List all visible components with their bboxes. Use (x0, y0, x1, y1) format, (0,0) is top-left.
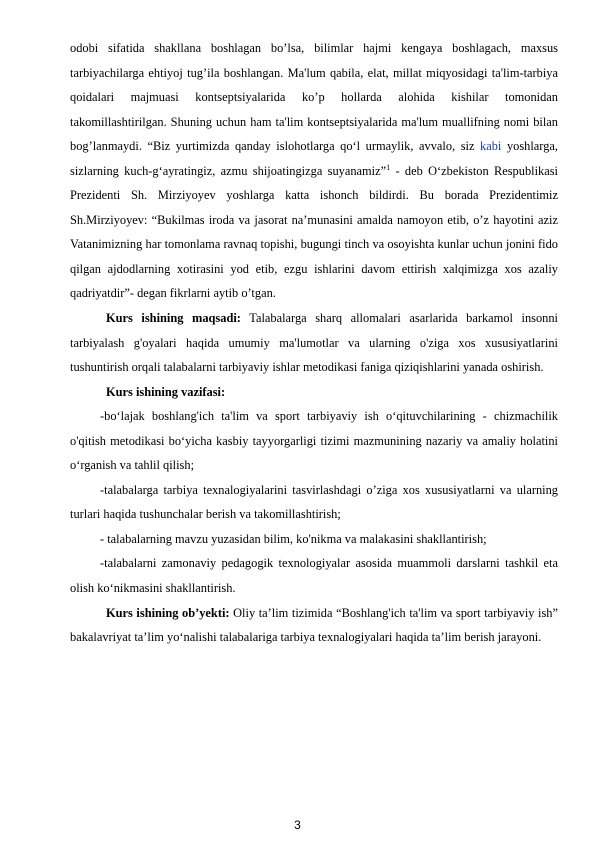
intro-text-b: yoshlarga, sizlarning kuch-g‘ayratingiz, azmu shijoatingizga suyanamiz” (70, 139, 558, 178)
task-item-3: - talabalarning mavzu yuzasidan bilim, ko'nikma va malakasini shakllantirish; (100, 531, 487, 546)
inline-link[interactable]: kabi (480, 139, 502, 154)
page-body (70, 36, 558, 650)
goal-text: Talabalarga sharq allomalari asarlarida barkamol insonni tarbiyalash g'oyalari haqida umumiy ma'lumotlar va ularning o'ziga xos xususiyatlarini tushuntirish orqali talabalarni tarbiyaviy ishlar metodikasi faniga qiziqishlarini yanada oshirish. (70, 311, 558, 375)
intro-text-a: odobi sifatida shakllana boshlagan bo’lsa, bilimlar hajmi kengaya boshlagach, maxsus tarbiyachilarga ehtiyoj tug’ila boshlangan. Ma'lum qabila, elat, millat miqyosidagi ta'lim-tarbiya qoidalari majmuasi kontseptsiyalarida ko’p hollarda alohida kishilar tomonidan takomillashtirilgan. Shuning uchun ham ta'lim kontseptsiyalarida ma'lum muallifning nomi bilan bog’lanmaydi. “Biz yurtimizda qanday islohotlarga qo‘l urmaylik, avvalo, siz (70, 41, 558, 154)
intro-paragraph (70, 36, 558, 306)
tasks-heading-line (70, 380, 558, 405)
object-heading: Kurs ishining ob’yekti: (106, 605, 230, 620)
intro-text-c: - deb O‘zbekiston Respublikasi Prezidenti Sh. Mirziyoyev yoshlarga katta ishonch bildirdi. Bu borada Prezidentimiz Sh.Mirziyoyev: “Bukilmas iroda va jasorat na’munasini amalda namoyon etib, o’z hayotini aziz Vatanimizning har tomonlama ravnaq topishi, bugungi tinch va osoyishta kunlar uchun jonini fido qilgan ajdodlarning xotirasini yod etib, ezgu ishlarini davom ettirish xalqimizga xos azaliy qadriyatdir”- degan fikrlarni aytib o’tgan. (70, 163, 558, 301)
task-item-1: -bo‘lajak boshlang'ich ta'lim va sport tarbiyaviy ish o‘qituvchilarining - chizmachilik o'qitish metodikasi bo‘yicha kasbiy tayyorgarligi tizimi mazmunining nazariy va amaliy holatini o‘rganish va tahlil qilish; (70, 409, 558, 473)
footnote-marker[interactable]: 1 (386, 162, 391, 172)
object-paragraph (70, 601, 558, 650)
goal-heading: Kurs ishining maqsadi: (106, 311, 241, 326)
tasks-heading: Kurs ishining vazifasi: (106, 384, 226, 399)
goal-paragraph (70, 306, 558, 380)
object-text: Oliy ta’lim tizimida “Boshlang'ich ta'lim va sport tarbiyaviy ish” bakalavriyat ta’lim yo‘nalishi talabalariga tarbiya texnalogiyalari haqida ta’lim berish jarayoni. (70, 605, 558, 645)
page-number: 3 (294, 818, 301, 832)
task-item-2: -talabalarga tarbiya texnalogiyalarini tasvirlashdagi o’ziga xos xususiyatlarni va ularning turlari haqida tushunchalar berish va takomillashtirish; (70, 482, 558, 522)
task-item-4: -talabalarni zamonaviy pedagogik texnologiyalar asosida muammoli darslarni tashkil eta olish ko‘nikmasini shakllantirish. (70, 556, 558, 596)
